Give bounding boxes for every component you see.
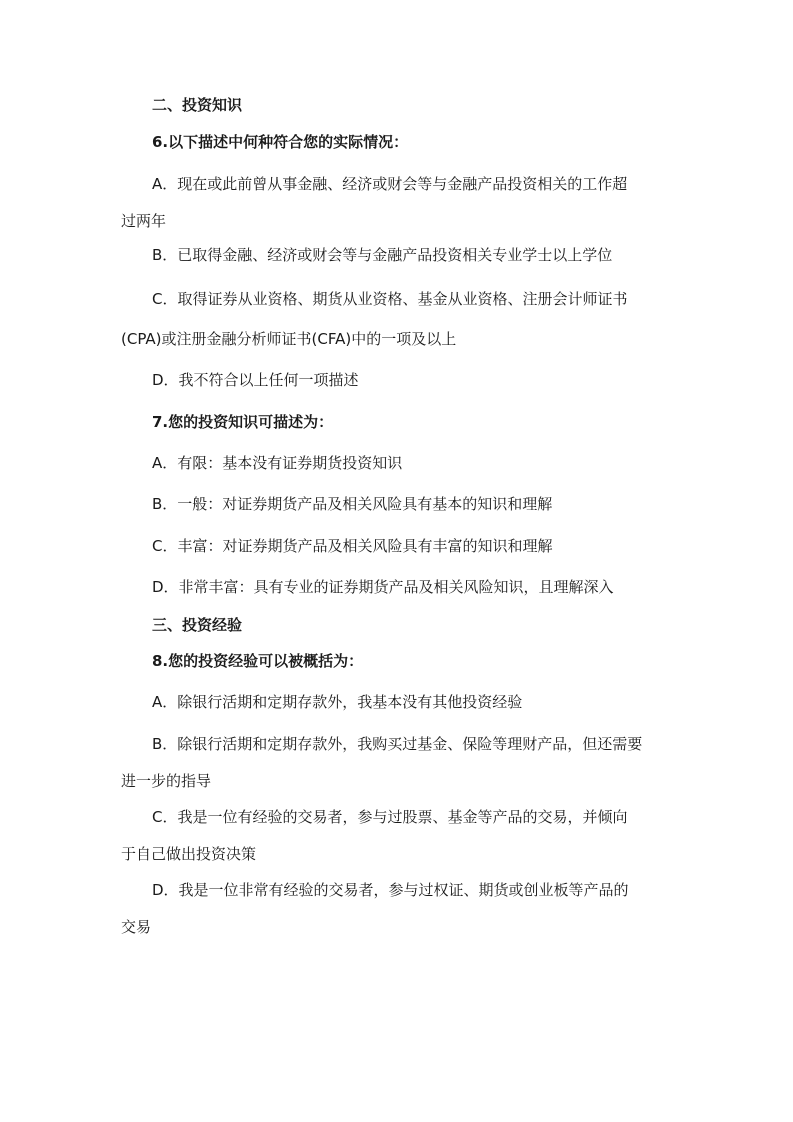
q6-option-d: D．我不符合以上任何一项描述 bbox=[152, 371, 359, 389]
section-title-investment-knowledge: 二、投资知识 bbox=[152, 96, 243, 114]
q6-option-a-line1: A．现在或此前曾从事金融、经济或财会等与金融产品投资相关的工作超 bbox=[152, 175, 628, 193]
q7-option-d: D．非常丰富：具有专业的证券期货产品及相关风险知识，且理解深入 bbox=[152, 578, 614, 596]
q6-option-b: B．已取得金融、经济或财会等与金融产品投资相关专业学士以上学位 bbox=[152, 246, 613, 264]
q8-option-c-line2: 于自己做出投资决策 bbox=[121, 845, 257, 863]
q8-option-d-line2: 交易 bbox=[121, 918, 152, 936]
q7-option-a: A．有限：基本没有证券期货投资知识 bbox=[152, 454, 403, 472]
q6-option-c-line2: (CPA)或注册金融分析师证书(CFA)中的一项及以上 bbox=[121, 330, 457, 348]
question-7: 7.您的投资知识可描述为： bbox=[152, 413, 334, 431]
question-6: 6.以下描述中何种符合您的实际情况： bbox=[152, 133, 409, 151]
q8-option-b-line2: 进一步的指导 bbox=[121, 772, 212, 790]
q8-option-c-line1: C．我是一位有经验的交易者，参与过股票、基金等产品的交易，并倾向 bbox=[152, 808, 628, 826]
question-8: 8.您的投资经验可以被概括为： bbox=[152, 652, 364, 670]
q8-option-d-line1: D．我是一位非常有经验的交易者，参与过权证、期货或创业板等产品的 bbox=[152, 881, 629, 899]
q8-option-a: A．除银行活期和定期存款外，我基本没有其他投资经验 bbox=[152, 693, 523, 711]
q7-option-b: B．一般：对证券期货产品及相关风险具有基本的知识和理解 bbox=[152, 495, 553, 513]
q6-option-c-line1: C．取得证券从业资格、期货从业资格、基金从业资格、注册会计师证书 bbox=[152, 290, 628, 308]
section-title-investment-experience: 三、投资经验 bbox=[152, 616, 243, 634]
q8-option-b-line1: B．除银行活期和定期存款外，我购买过基金、保险等理财产品，但还需要 bbox=[152, 735, 643, 753]
q6-option-a-line2: 过两年 bbox=[121, 212, 167, 230]
q7-option-c: C．丰富：对证券期货产品及相关风险具有丰富的知识和理解 bbox=[152, 537, 553, 555]
